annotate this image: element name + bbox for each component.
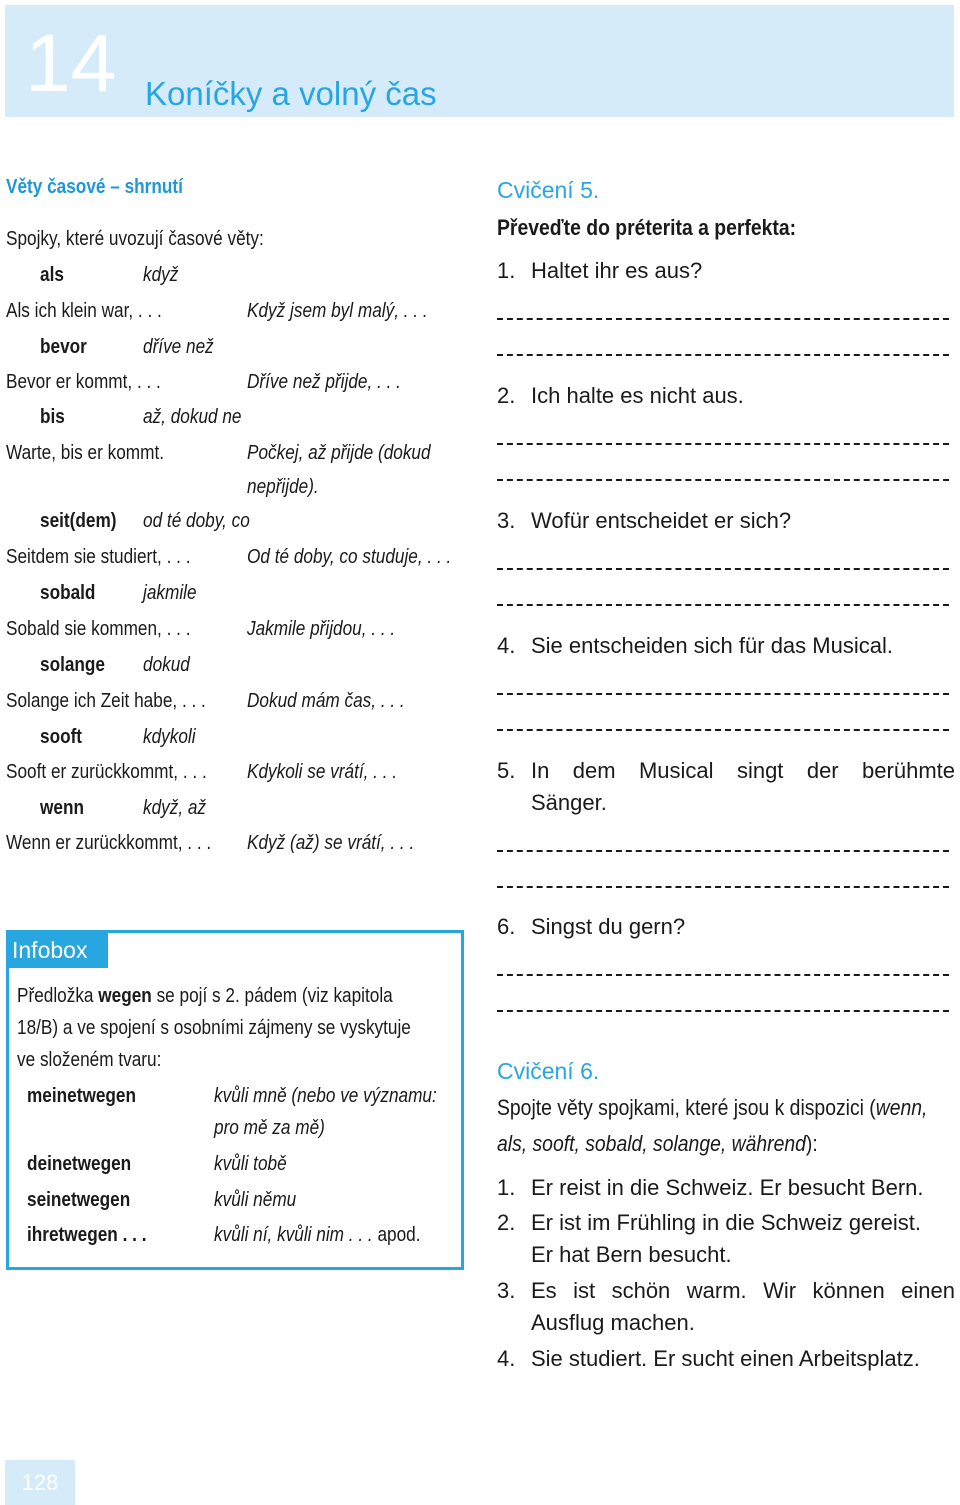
example-cz-wenn: Když (až) se vrátí, . . . bbox=[247, 832, 415, 854]
ex6-item-4-num: 4. bbox=[497, 1346, 516, 1371]
ex6-item-3-text: Es ist schön warm. Wir können einen bbox=[531, 1278, 955, 1303]
ex5-item-5-text: In dem Musical singt der berühmte bbox=[531, 758, 955, 783]
example-de-bis: Warte, bis er kommt. bbox=[6, 442, 165, 464]
conj-als: als bbox=[40, 264, 64, 286]
infobox-deinetwegen-cz: kvůli tobě bbox=[214, 1153, 287, 1175]
infobox-ihretwegen: ihretwegen . . . bbox=[27, 1224, 147, 1246]
ex5-item-4-text: Sie entscheiden sich für das Musical. bbox=[531, 633, 893, 658]
chapter-header bbox=[5, 5, 954, 117]
example-cz-sobald: Jakmile přijdou, . . . bbox=[247, 618, 396, 640]
example-de-solange: Solange ich Zeit habe, . . . bbox=[6, 690, 206, 712]
infobox-meinetwegen-cz: kvůli mně (nebo ve významu: bbox=[214, 1085, 437, 1107]
ex6-instruction-2: als, sooft, sobald, solange, während): bbox=[497, 1131, 818, 1156]
meaning-seitdem: od té doby, co bbox=[143, 510, 250, 532]
example-cz-bevor: Dříve než přijde, . . . bbox=[247, 371, 401, 393]
conj-bis: bis bbox=[40, 406, 65, 428]
meaning-bis: až, dokud ne bbox=[143, 406, 242, 428]
example-cz-bis: Počkej, až přijde (dokud bbox=[247, 442, 431, 464]
example-de-sobald: Sobald sie kommen, . . . bbox=[6, 618, 191, 640]
answer-line[interactable] bbox=[497, 886, 949, 888]
conj-wenn: wenn bbox=[40, 797, 84, 819]
ex5-instruction: Převeďte do préterita a perfekta: bbox=[497, 215, 797, 240]
answer-line[interactable] bbox=[497, 974, 949, 976]
infobox-seinetwegen-cz: kvůli němu bbox=[214, 1189, 297, 1211]
ex5-item-1-num: 1. bbox=[497, 258, 516, 283]
example-de-sooft: Sooft er zurückkommt, . . . bbox=[6, 761, 207, 783]
intro-text: Spojky, které uvozují časové věty: bbox=[6, 228, 264, 250]
infobox bbox=[6, 930, 464, 1270]
infobox-line-1: Předložka wegen se pojí s 2. pádem (viz kapitola bbox=[17, 985, 393, 1007]
ex6-item-1-num: 1. bbox=[497, 1175, 516, 1200]
ex5-item-2-text: Ich halte es nicht aus. bbox=[531, 383, 744, 408]
conj-sobald: sobald bbox=[40, 582, 96, 604]
conj-bevor: bevor bbox=[40, 336, 87, 358]
meaning-sooft: kdykoli bbox=[143, 726, 196, 748]
example-cz-solange: Dokud mám čas, . . . bbox=[247, 690, 405, 712]
meaning-als: když bbox=[143, 264, 179, 286]
infobox-deinetwegen: deinetwegen bbox=[27, 1153, 132, 1175]
ex5-item-5-text-2: Sänger. bbox=[531, 790, 607, 815]
infobox-ihretwegen-cz: kvůli ní, kvůli nim . . . apod. bbox=[214, 1224, 421, 1246]
meaning-wenn: když, až bbox=[143, 797, 207, 819]
conj-solange: solange bbox=[40, 654, 105, 676]
meaning-sobald: jakmile bbox=[143, 582, 197, 604]
answer-line[interactable] bbox=[497, 479, 949, 481]
page-number: 128 bbox=[5, 1460, 75, 1505]
chapter-number: 14 bbox=[25, 18, 117, 109]
meaning-bevor: dříve než bbox=[143, 336, 214, 358]
ex5-item-6-text: Singst du gern? bbox=[531, 914, 686, 939]
answer-line[interactable] bbox=[497, 729, 949, 731]
ex5-item-1-text: Haltet ihr es aus? bbox=[531, 258, 703, 283]
example-de-bevor: Bevor er kommt, . . . bbox=[6, 371, 161, 393]
ex5-item-4-num: 4. bbox=[497, 633, 516, 658]
infobox-meinetwegen: meinetwegen bbox=[27, 1085, 136, 1107]
conj-seitdem: seit(dem) bbox=[40, 510, 117, 532]
ex5-title: Cvičení 5. bbox=[497, 177, 600, 203]
ex6-item-3-num: 3. bbox=[497, 1278, 516, 1303]
ex5-item-5-num: 5. bbox=[497, 758, 516, 783]
infobox-tab: Infobox bbox=[6, 930, 108, 968]
example-de-seitdem: Seitdem sie studiert, . . . bbox=[6, 546, 191, 568]
infobox-line-3: ve složeném tvaru: bbox=[17, 1049, 162, 1071]
chapter-title: Koníčky a volný čas bbox=[145, 75, 437, 112]
meaning-solange: dokud bbox=[143, 654, 190, 676]
ex6-item-2-text-2: Er hat Bern besucht. bbox=[531, 1242, 732, 1267]
answer-line[interactable] bbox=[497, 1010, 949, 1012]
ex6-instruction-1: Spojte věty spojkami, které jsou k dispozici (wenn, bbox=[497, 1095, 928, 1120]
example-de-wenn: Wenn er zurückkommt, . . . bbox=[6, 832, 212, 854]
example-cz-bis-2: nepřijde). bbox=[247, 476, 319, 498]
answer-line[interactable] bbox=[497, 354, 949, 356]
ex5-item-2-num: 2. bbox=[497, 383, 516, 408]
ex5-item-3-num: 3. bbox=[497, 508, 516, 533]
example-cz-seitdem: Od té doby, co studuje, . . . bbox=[247, 546, 452, 568]
answer-line[interactable] bbox=[497, 850, 949, 852]
answer-line[interactable] bbox=[497, 604, 949, 606]
infobox-line-2: 18/B) a ve spojení s osobními zájmeny se vyskytuje bbox=[17, 1017, 411, 1039]
ex6-item-1-text: Er reist in die Schweiz. Er besucht Bern. bbox=[531, 1175, 924, 1200]
example-cz-sooft: Kdykoli se vrátí, . . . bbox=[247, 761, 398, 783]
answer-line[interactable] bbox=[497, 568, 949, 570]
answer-line[interactable] bbox=[497, 443, 949, 445]
infobox-seinetwegen: seinetwegen bbox=[27, 1189, 131, 1211]
ex6-item-2-num: 2. bbox=[497, 1210, 516, 1235]
conj-sooft: sooft bbox=[40, 726, 83, 748]
answer-line[interactable] bbox=[497, 318, 949, 320]
ex5-item-3-text: Wofür entscheidet er sich? bbox=[531, 508, 792, 533]
ex5-item-6-num: 6. bbox=[497, 914, 516, 939]
example-de-als: Als ich klein war, . . . bbox=[6, 300, 162, 322]
infobox-meinetwegen-cz-2: pro mě za mě) bbox=[214, 1117, 325, 1139]
ex6-item-2-text: Er ist im Frühling in die Schweiz gereist. bbox=[531, 1210, 922, 1235]
ex6-title: Cvičení 6. bbox=[497, 1058, 600, 1084]
ex6-item-3-text-2: Ausflug machen. bbox=[531, 1310, 695, 1335]
ex6-item-4-text: Sie studiert. Er sucht einen Arbeitsplatz. bbox=[531, 1346, 920, 1371]
section-title: Věty časové – shrnutí bbox=[6, 176, 183, 198]
answer-line[interactable] bbox=[497, 693, 949, 695]
example-cz-als: Když jsem byl malý, . . . bbox=[247, 300, 428, 322]
